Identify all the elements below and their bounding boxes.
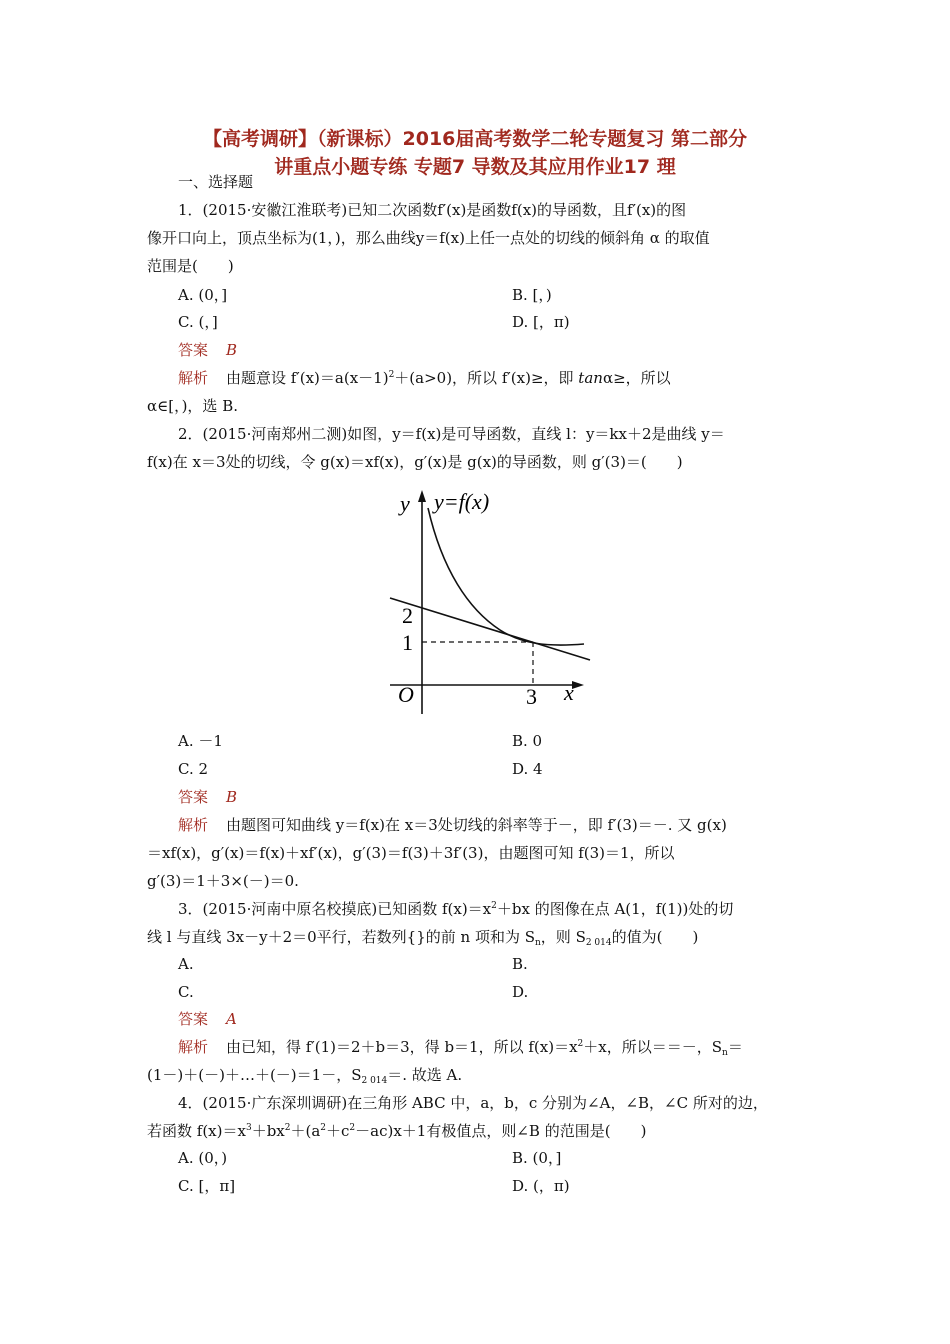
q4-option-c: C. [，π] bbox=[178, 1177, 236, 1195]
analysis-label: 解析 bbox=[178, 369, 209, 387]
answer-label: 答案 bbox=[178, 341, 209, 359]
doc-title-line-2: 讲重点小题专练 专题7 导数及其应用作业17 理 bbox=[274, 156, 676, 178]
curve-label: y=f(x) bbox=[434, 489, 490, 514]
q3-stem-line-2: 线 l 与直线 3x－y＋2＝0平行，若数列{}的前 n 项和为 $S_n$，则 $S_{2 014}$的值为( ) bbox=[147, 928, 699, 948]
answer-label: 答案 bbox=[178, 788, 209, 806]
q1-option-a: A. (0，] bbox=[178, 286, 228, 304]
y-tick-2: 2 bbox=[402, 603, 413, 628]
y-tick-1: 1 bbox=[402, 630, 413, 655]
q4-option-a: A. (0，) bbox=[178, 1149, 228, 1167]
q3-option-b: B. bbox=[512, 955, 528, 973]
q1-analysis-line-2: α∈[，)，选 B. bbox=[147, 397, 238, 415]
q2-option-c: C. 2 bbox=[178, 760, 209, 778]
q2-answer bbox=[178, 787, 237, 807]
analysis-label: 解析 bbox=[178, 816, 209, 834]
q1-answer-value: B bbox=[226, 341, 238, 359]
q2-option-d: D. 4 bbox=[512, 760, 543, 778]
q1-analysis-line-1: 解析 由题意设 $f'(x)=a(x-1)^2+(a>0)$，所以 f′(x)≥，即 tanα≥，所以 bbox=[178, 369, 671, 387]
origin-label: O bbox=[398, 682, 414, 707]
q2-answer-value: B bbox=[226, 788, 238, 806]
q1-option-d: D. [，π) bbox=[512, 313, 570, 331]
q3-answer bbox=[178, 1009, 237, 1029]
curve-f bbox=[428, 508, 584, 645]
tangent-line bbox=[390, 598, 590, 660]
q4-option-d: D. (，π) bbox=[512, 1177, 570, 1195]
q1-stem-line-1: 1．(2015·安徽江淮联考)已知二次函数f′(x)是函数f(x)的导函数，且f′(x)的图 bbox=[178, 201, 687, 219]
q1-option-b: B. [，) bbox=[512, 286, 552, 304]
q2-option-a: A. －1 bbox=[178, 732, 223, 750]
q2-analysis-line-2: ＝xf(x)，g′(x)＝f(x)＋xf′(x)，g′(3)＝f(3)＋3f′(3)，由题图可知 f(3)＝1，所以 bbox=[147, 844, 675, 862]
y-axis-label: y bbox=[400, 491, 410, 516]
x-axis-label: x bbox=[564, 680, 574, 705]
x-tick-3: 3 bbox=[526, 684, 537, 709]
q4-stem-line-1: 4．(2015·广东深圳调研)在三角形 ABC 中，a，b，c 分别为∠A，∠B，∠C 所对的边， bbox=[178, 1094, 768, 1112]
q2-figure bbox=[372, 484, 592, 720]
q3-option-a: A. bbox=[178, 955, 194, 973]
q1-stem-line-2: 像开口向上，顶点坐标为(1，)，那么曲线y＝f(x)上任一点处的切线的倾斜角 α 的取值 bbox=[147, 229, 710, 247]
q1-option-c: C. (，] bbox=[178, 313, 218, 331]
q4-stem-line-2: 若函数 $f(x)=x^3+bx^2+(a^2+c^2-ac)x+1$有极值点，则∠B 的范围是( ) bbox=[147, 1122, 647, 1140]
q3-analysis-line-2: (1－)＋(－)＋…＋(－)＝1－，$S_{2 014}=$. 故选 A. bbox=[147, 1066, 463, 1086]
q3-option-c: C. bbox=[178, 983, 194, 1001]
q2-option-b: B. 0 bbox=[512, 732, 543, 750]
q2-analysis-line-3: g′(3)＝1＋3×(－)＝0. bbox=[147, 872, 299, 890]
doc-title-line-1: 【高考调研】（新课标）2016届高考数学二轮专题复习 第二部分 bbox=[203, 128, 747, 150]
y-axis-arrow-icon bbox=[418, 490, 426, 502]
analysis-label: 解析 bbox=[178, 1038, 209, 1056]
q3-stem-line-1: 3．(2015·河南中原名校摸底)已知函数 $f(x)=x^2+bx$ 的图像在点 A(1，f(1))处的切 bbox=[178, 900, 734, 918]
q3-answer-value: A bbox=[226, 1010, 237, 1028]
q3-analysis-line-1: 解析 由已知，得 f′(1)＝2＋b＝3，得 b＝1，所以 $f(x)=x^2+x$，所以＝＝－，$S_n=$ bbox=[178, 1038, 743, 1058]
q3-option-d: D. bbox=[512, 983, 529, 1001]
q2-stem-line-2: f(x)在 x＝3处的切线，令 g(x)＝xf(x)，g′(x)是 g(x)的导函数，则 g′(3)＝( ) bbox=[147, 453, 683, 471]
q4-option-b: B. (0，] bbox=[512, 1149, 562, 1167]
x-axis-arrow-icon bbox=[572, 681, 584, 689]
answer-label: 答案 bbox=[178, 1010, 209, 1028]
q2-stem-line-1: 2．(2015·河南郑州二测)如图，y＝f(x)是可导函数，直线 l：y＝kx＋2是曲线 y＝ bbox=[178, 425, 725, 443]
q1-answer bbox=[178, 340, 237, 360]
q1-stem-line-3: 范围是( ) bbox=[147, 257, 234, 275]
q2-analysis-line-1: 解析 由题图可知曲线 y＝f(x)在 x＝3处切线的斜率等于－，即 f′(3)＝－. 又 g(x) bbox=[178, 816, 727, 834]
section-heading: 一、选择题 bbox=[178, 173, 254, 191]
